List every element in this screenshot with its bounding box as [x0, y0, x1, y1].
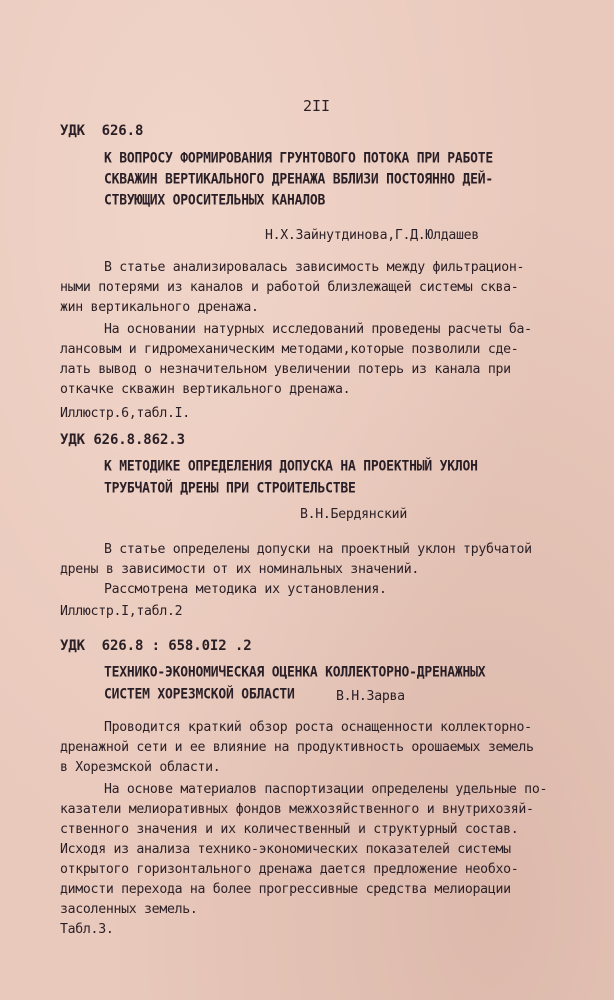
article-1-body-line: жин вертикального дренажа. [60, 300, 259, 315]
article-1-body-line: В статье анализировалась зависимость между фильтрацион- [104, 260, 525, 275]
article-1-note: Иллюстр.6,табл.I. [60, 406, 190, 421]
article-2-authors: В.Н.Бердянский [300, 507, 407, 522]
article-3-body-line: в Хорезмской области. [60, 760, 221, 775]
article-3-body-line: димости перехода на более прогрессивные средства мелиорации [60, 882, 511, 897]
article-1-body-line: откачке скважин вертикального дренажа. [60, 382, 351, 397]
article-2-body-line: В статье определены допуски на проектный уклон трубчатой [104, 542, 532, 557]
article-2-udk: УДК 626.8.862.3 [60, 432, 185, 448]
article-1-body-line: лать вывод о незначительном увеличении потерь из канала при [60, 362, 511, 377]
article-3-body-line: ственного значения и их количественный и структурный состав. [60, 822, 519, 837]
page-number: 2II [303, 97, 331, 115]
article-3-body-line: казатели мелиоративных фондов межхозяйственного и внутрихозяй- [60, 802, 534, 817]
article-3-note: Табл.3. [60, 922, 114, 937]
article-3-authors: В.Н.Зарва [336, 689, 405, 704]
article-3-body-line: На основе материалов паспортизации определены удельные по- [104, 782, 548, 797]
article-3-body-line: дренажной сети и ее влияние на продуктивность орошаемых земель [60, 740, 534, 755]
article-3-body-line: Исходя из анализа технико-экономических показателей системы [60, 842, 511, 857]
article-3-title-line-2: СИСТЕМ ХОРЕЗМСКОЙ ОБЛАСТИ [104, 686, 295, 703]
article-2-body-line: дрены в зависимости от их номинальных значений. [60, 562, 420, 577]
article-1-title-line-1: К ВОПРОСУ ФОРМИРОВАНИЯ ГРУНТОВОГО ПОТОКА ПРИ РАБОТЕ [104, 150, 493, 167]
article-2-note: Иллюстр.I,табл.2 [60, 604, 183, 619]
article-1-body-line: лансовым и гидромеханическим методами,которые позволили сде- [60, 342, 519, 357]
article-3-body-line: открытого горизонтального дренажа дается предложение необхо- [60, 862, 519, 877]
article-1-udk: УДК 626.8 [60, 123, 144, 139]
article-2-body-line: Рассмотрена методика их установления. [104, 582, 387, 597]
article-1-body-line: На основании натурных исследований проведены расчеты ба- [104, 322, 532, 337]
article-1-body-line: ными потерями из каналов и работой близлежащей системы сква- [60, 280, 519, 295]
article-2-title-line-2: ТРУБЧАТОЙ ДРЕНЫ ПРИ СТРОИТЕЛЬСТВЕ [104, 480, 356, 497]
article-3-title-line-1: ТЕХНИКО-ЭКОНОМИЧЕСКАЯ ОЦЕНКА КОЛЛЕКТОРНО-ДРЕНАЖНЫХ [104, 664, 486, 681]
article-3-body-line: Проводится краткий обзор роста оснащенности коллекторно- [104, 720, 532, 735]
article-1-authors: Н.Х.Зайнутдинова,Г.Д.Юлдашев [265, 228, 479, 243]
article-3-udk: УДК 626.8 : 658.0I2 .2 [60, 638, 252, 654]
article-1-title-line-3: СТВУЮЩИХ ОРОСИТЕЛЬНЫХ КАНАЛОВ [104, 192, 326, 209]
article-1-title-line-2: СКВАЖИН ВЕРТИКАЛЬНОГО ДРЕНАЖА ВБЛИЗИ ПОСТОЯННО ДЕЙ- [104, 171, 493, 188]
article-2-title-line-1: К МЕТОДИКЕ ОПРЕДЕЛЕНИЯ ДОПУСКА НА ПРОЕКТНЫЙ УКЛОН [104, 458, 478, 475]
article-3-body-line: засоленных земель. [60, 902, 198, 917]
